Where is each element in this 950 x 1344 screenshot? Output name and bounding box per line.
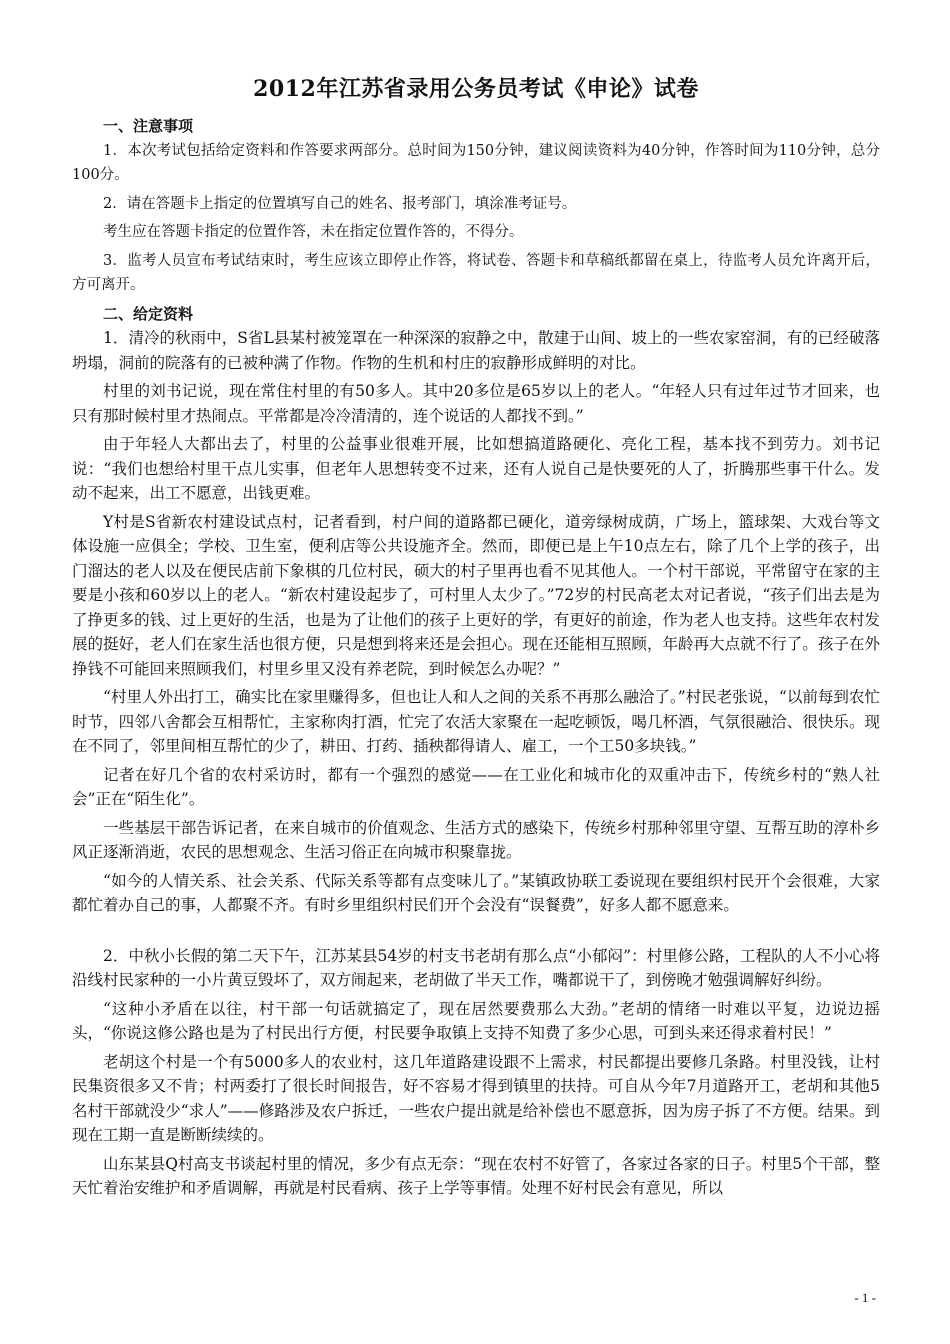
material-paragraph: 村里的刘书记说，现在常住村里的有50多人。其中20多位是65岁以上的老人。“年轻人只有过年过节才回来，也只有那时候村里才热闹点。平常都是冷冷清清的，连个说话的人都找不到。” — [72, 382, 880, 425]
material-paragraph: 一些基层干部告诉记者，在来自城市的价值观念、生活方式的感染下，传统乡村那种邻里守望、互帮互助的淳朴乡风正逐渐消逝，农民的思想观念、生活习俗正在向城市积聚靠拢。 — [72, 818, 880, 861]
material-paragraph: Y村是S省新农村建设试点村，记者看到，村户间的道路都已硬化，道旁绿树成荫，广场上，篮球架、大戏台等文体设施一应俱全；学校、卫生室，便利店等公共设施齐全。然而，即便已是上午10点左右，除了几个上学的孩子，出门溜达的老人以及在便民店前下象棋的几位村民，硕大的村子里再也看不见其他人。一个村干部说，平常留守在家的主要是小孩和60岁以上的老人。“新农村建设起步了，可村里人太少了。”72岁的村民高老太对记者说，“孩子们出去是为了挣更多的钱、过上更好的生活，也是为了让他们的孩子上更好的学，有更好的前途，作为老人也支持。这些年农村发展的挺好，老人们在家生活也很方便，只是想到将来还是会担心。现在还能相互照顾，年龄再大点就不行了。孩子在外挣钱不可能回来照顾我们，村里乡里又没有养老院，到时候怎么办呢？” — [72, 512, 880, 678]
material-paragraph: 2．中秋小长假的第二天下午，江苏某县54岁的村支书老胡有那么点“小郁闷”：村里修公路，工程队的人不小心将沿线村民家种的一小片黄豆毁坏了，双方闹起来，老胡做了半天工作，嘴都说干了，到傍晚才勉强调解好纠纷。 — [72, 946, 880, 989]
page-title: 2012年江苏省录用公务员考试《申论》试卷 — [253, 76, 699, 102]
materials-section — [72, 302, 880, 1201]
material-paragraph: 由于年轻人大都出去了，村里的公益事业很难开展，比如想搞道路硬化、亮化工程，基本找不到劳力。刘书记说：“我们也想给村里干点儿实事，但老年人思想转变不过来，还有人说自己是快要死的人了，折腾那些事干什么。发动不起来，出工不愿意，出钱更难。 — [72, 435, 880, 502]
section-heading-notice: 一、注意事项 — [103, 117, 194, 135]
page-number: - 1 - — [854, 1290, 876, 1305]
material-paragraph: 山东某县Q村高支书谈起村里的情况，多少有点无奈：“现在农村不好管了，各家过各家的日子。村里5个干部，整天忙着治安维护和矛盾调解，再就是村民看病、孩子上学等事情。处理不好村民会有意见，所以 — [72, 1154, 880, 1197]
notice-item: 1．本次考试包括给定资料和作答要求两部分。总时间为150分钟，建议阅读资料为40分钟，作答时间为110分钟，总分100分。 — [72, 142, 880, 183]
notice-item: 考生应在答题卡指定的位置作答，未在指定位置作答的，不得分。 — [103, 224, 524, 240]
material-paragraph: 老胡这个村是一个有5000多人的农业村，这几年道路建设跟不上需求，村民都提出要修几条路。村里没钱，让村民集资很多又不肯；村两委打了很长时间报告，好不容易才得到镇里的扶持。可自从今年7月道路开工，老胡和其他5名村干部就没少“求人”——修路涉及农户拆迁，一些农户提出就是给补偿也不愿意拆，因为房子拆了不方便。结果。到现在工期一直是断断续续的。 — [72, 1052, 880, 1144]
material-paragraph: 记者在好几个省的农村采访时，都有一个强烈的感觉——在工业化和城市化的双重冲击下，传统乡村的“熟人社会”正在“陌生化”。 — [72, 765, 880, 808]
material-paragraph: 1．清冷的秋雨中，S省L县某村被笼罩在一种深深的寂静之中，散建于山间、坡上的一些农家窑洞，有的已经破落坍塌，洞前的院落有的已被种满了作物。作物的生机和村庄的寂静形成鲜明的对比。 — [72, 329, 880, 372]
section-heading-materials: 二、给定资料 — [103, 304, 194, 323]
notice-item: 2．请在答题卡上指定的位置填写自己的姓名、报考部门，填涂准考证号。 — [103, 195, 577, 212]
notice-section — [72, 114, 880, 298]
material-paragraph: “如今的人情关系、社会关系、代际关系等都有点变味儿了。”某镇政协联工委说现在要组织村民开个会很难，大家都忙着办自己的事，人都聚不齐。有时乡里组织村民们开个会没有“误餐费”，好多人都不愿意来。 — [72, 871, 880, 914]
material-paragraph: “这种小矛盾在以往，村干部一句话就搞定了，现在居然要费那么大劲。”老胡的情绪一时难以平复，边说边摇头，“你说这修公路也是为了村民出行方便，村民要争取镇上支持不知费了多少心思，可到头来还得求着村民！” — [72, 999, 880, 1042]
paragraph-gap — [72, 922, 880, 944]
notice-item: 3．监考人员宣布考试结束时，考生应该立即停止作答，将试卷、答题卡和草稿纸都留在桌上，待监考人员允许离开后，方可离开。 — [72, 252, 880, 293]
material-paragraph: “村里人外出打工，确实比在家里赚得多，但也让人和人之间的关系不再那么融洽了。”村民老张说，“以前每到农忙时节，四邻八舍都会互相帮忙，主家称肉打酒，忙完了农活大家聚在一起吃顿饭，喝几杯酒，气氛很融洽、很快乐。现在不同了，邻里间相互帮忙的少了，耕田、打药、插秧都得请人、雇工，一个工50多块钱。” — [72, 688, 880, 755]
